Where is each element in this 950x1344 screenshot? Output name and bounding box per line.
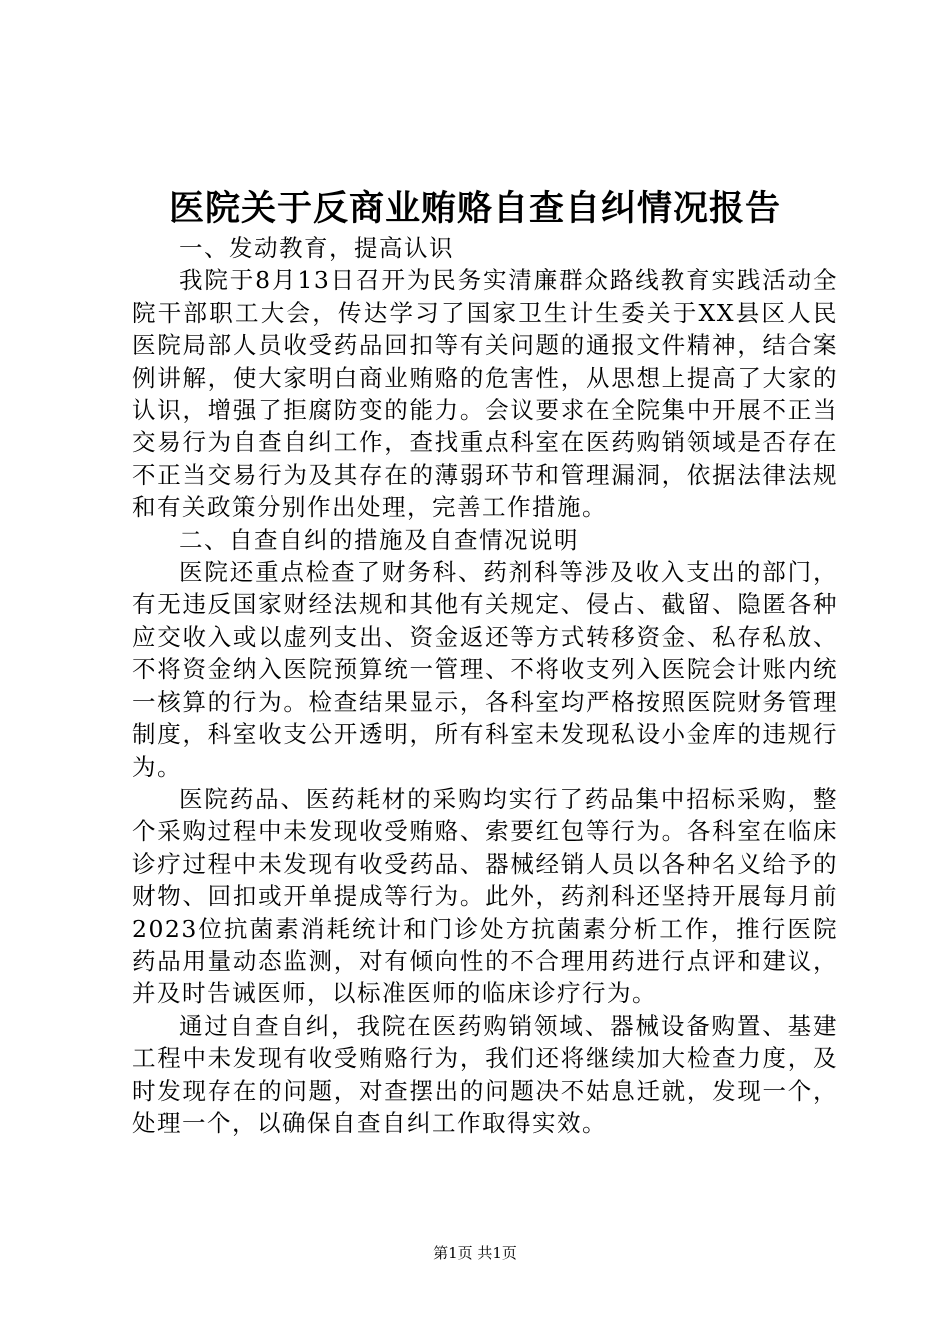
paragraph-3: 医院药品、医药耗材的采购均实行了药品集中招标采购，整个采购过程中未发现收受贿赂、索要红包等行为。各科室在临床诊疗过程中未发现有收受药品、器械经销人员以各种名义给予的财物、回扣或开单提成等行为。此外，药剂科还坚持开展每月前2023位抗菌素消耗统计和门诊处方抗菌素分析工作，推行医院药品用量动态监测，对有倾向性的不合理用药进行点评和建议，并及时告诫医师，以标准医师的临床诊疗行为。 <box>132 784 838 1008</box>
section-heading-1: 一、发动教育，提高认识 <box>179 234 454 262</box>
paragraph-2: 医院还重点检查了财务科、药剂科等涉及收入支出的部门，有无违反国家财经法规和其他有关规定、侵占、截留、隐匿各种应交收入或以虚列支出、资金返还等方式转移资金、私存私放、不将资金纳入医院预算统一管理、不将收支列入医院会计账内统一核算的行为。检查结果显示，各科室均严格按照医院财务管理制度，科室收支公开透明，所有科室未发现私设小金库的违规行为。 <box>132 558 838 781</box>
paragraph-4: 通过自查自纠，我院在医药购销领域、器械设备购置、基建工程中未发现有收受贿赂行为，我们还将继续加大检查力度，及时发现存在的问题，对查摆出的问题决不姑息迁就，发现一个，处理一个，以确保自查自纠工作取得实效。 <box>132 1011 838 1137</box>
document-body <box>132 232 838 1139</box>
page-footer: 第1页 共1页 <box>433 1244 517 1262</box>
paragraph-1: 我院于8月13日召开为民务实清廉群众路线教育实践活动全院干部职工大会，传达学习了国家卫生计生委关于XX县区人民医院局部人员收受药品回扣等有关问题的通报文件精神，结合案例讲解，使大家明白商业贿赂的危害性，从思想上提高了大家的认识，增强了拒腐防变的能力。会议要求在全院集中开展不正当交易行为自查自纠工作，查找重点科室在医药购销领域是否存在不正当交易行为及其存在的薄弱环节和管理漏洞，依据法律法规和有关政策分别作出处理，完善工作措施。 <box>132 266 838 522</box>
document-title: 医院关于反商业贿赂自查自纠情况报告 <box>168 188 781 229</box>
section-heading-2: 二、自查自纠的措施及自查情况说明 <box>179 525 579 554</box>
